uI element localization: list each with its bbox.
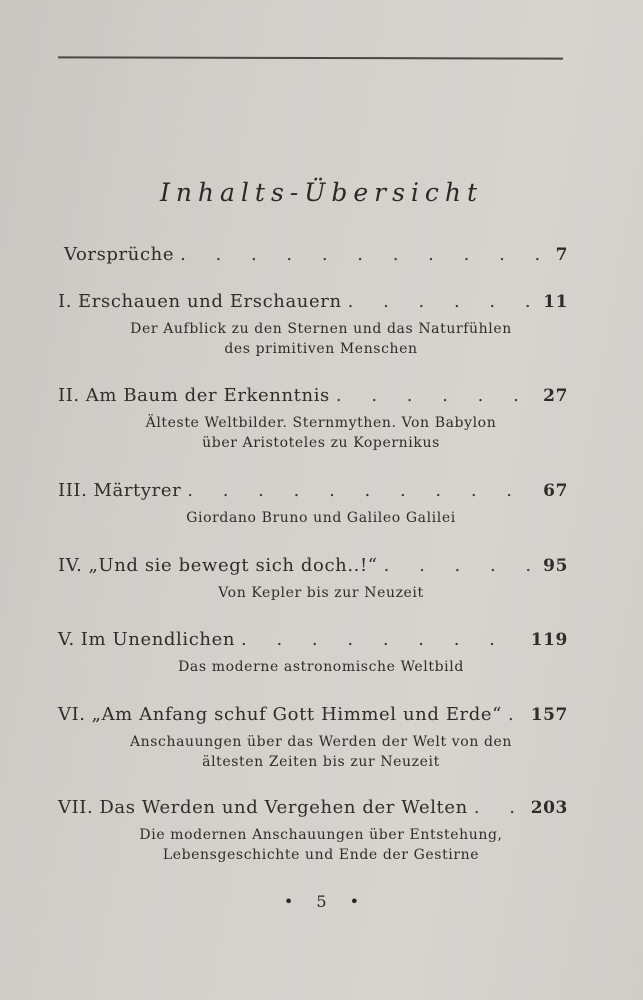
entry-page-number: 7: [555, 245, 568, 265]
entry-label: Im Unendlichen: [80, 629, 236, 650]
entry-label: Vorsprüche: [64, 244, 175, 265]
page-title: Inhalts-Übersicht: [159, 178, 484, 207]
toc-entry-row: [58, 703, 568, 727]
toc-entry-row: [58, 384, 568, 408]
dot-leader: [508, 703, 525, 727]
entry-number: II.: [58, 385, 80, 406]
entry-label: Das Werden und Vergehen der Welten: [99, 797, 468, 818]
toc-entry-3: [58, 479, 568, 528]
entry-page-number: 11: [543, 292, 568, 312]
description-line: ältesten Zeiten bis zur Neuzeit: [202, 754, 440, 770]
description-line: des primitiven Menschen: [224, 341, 418, 357]
entry-number: III.: [58, 480, 88, 501]
entry-page-number: 203: [530, 798, 568, 818]
toc-entry-5: [58, 628, 568, 677]
entry-description: [58, 732, 568, 772]
description-line: Anschauungen über das Werden der Welt von den: [129, 734, 513, 750]
entry-label: Erschauen und Erschauern: [78, 291, 342, 312]
entry-description: [58, 413, 568, 453]
toc-entry-row: [58, 796, 568, 820]
entry-page-number: 119: [530, 630, 568, 650]
page-folio: • 5 •: [283, 892, 360, 911]
entry-number: IV.: [58, 555, 83, 576]
description-line: Giordano Bruno und Galileo Galilei: [186, 510, 456, 526]
dot-leader: [187, 479, 537, 503]
toc-entry-6: [58, 703, 568, 772]
toc-entry-2: [58, 384, 568, 453]
dot-leader: [336, 384, 537, 408]
description-line: über Aristoteles zu Kopernikus: [202, 435, 440, 451]
toc-entry-1: [58, 290, 568, 359]
entry-number: VI.: [58, 704, 86, 725]
entry-description: [58, 583, 568, 603]
entry-description: [58, 319, 568, 359]
toc-entry-row: [58, 554, 568, 578]
dot-leader: [474, 796, 525, 820]
entry-page-number: 95: [543, 556, 568, 576]
entry-description: [58, 825, 568, 865]
dot-leader: [241, 628, 525, 652]
entry-description: [58, 657, 568, 677]
toc-entry-row: [58, 243, 568, 267]
dot-leader: [348, 290, 537, 314]
description-line: Die modernen Anschauungen über Entstehung,: [139, 827, 503, 843]
description-line: Lebensgeschichte und Ende der Gestirne: [162, 847, 480, 863]
top-rule: [58, 56, 563, 59]
toc-entry-7: [58, 796, 568, 865]
entry-label: „Und sie bewegt sich doch..!“: [88, 555, 378, 576]
entry-number: I.: [58, 291, 73, 312]
entry-label: Am Baum der Erkenntnis: [85, 385, 330, 406]
entry-page-number: 27: [543, 386, 568, 406]
toc-entry-prefaces: [58, 243, 568, 267]
dot-leader: [384, 554, 538, 578]
toc-entry-4: [58, 554, 568, 603]
description-line: Von Kepler bis zur Neuzeit: [218, 585, 424, 601]
description-line: Das moderne astronomische Weltbild: [178, 659, 464, 675]
dot-leader: [180, 243, 549, 267]
toc-entry-row: [58, 628, 568, 652]
description-line: Älteste Weltbilder. Sternmythen. Von Babylon: [145, 415, 497, 431]
entry-page-number: 67: [543, 481, 568, 501]
description-line: Der Aufblick zu den Sternen und das Naturfühlen: [130, 321, 512, 337]
entry-label: Märtyrer: [93, 480, 182, 501]
entry-page-number: 157: [530, 705, 568, 725]
toc-entry-row: [58, 479, 568, 503]
entry-number: V.: [58, 629, 75, 650]
toc-entry-row: [58, 290, 568, 314]
entry-number: VII.: [58, 797, 94, 818]
entry-description: [58, 508, 568, 528]
entry-label: „Am Anfang schuf Gott Himmel und Erde“: [91, 704, 502, 725]
